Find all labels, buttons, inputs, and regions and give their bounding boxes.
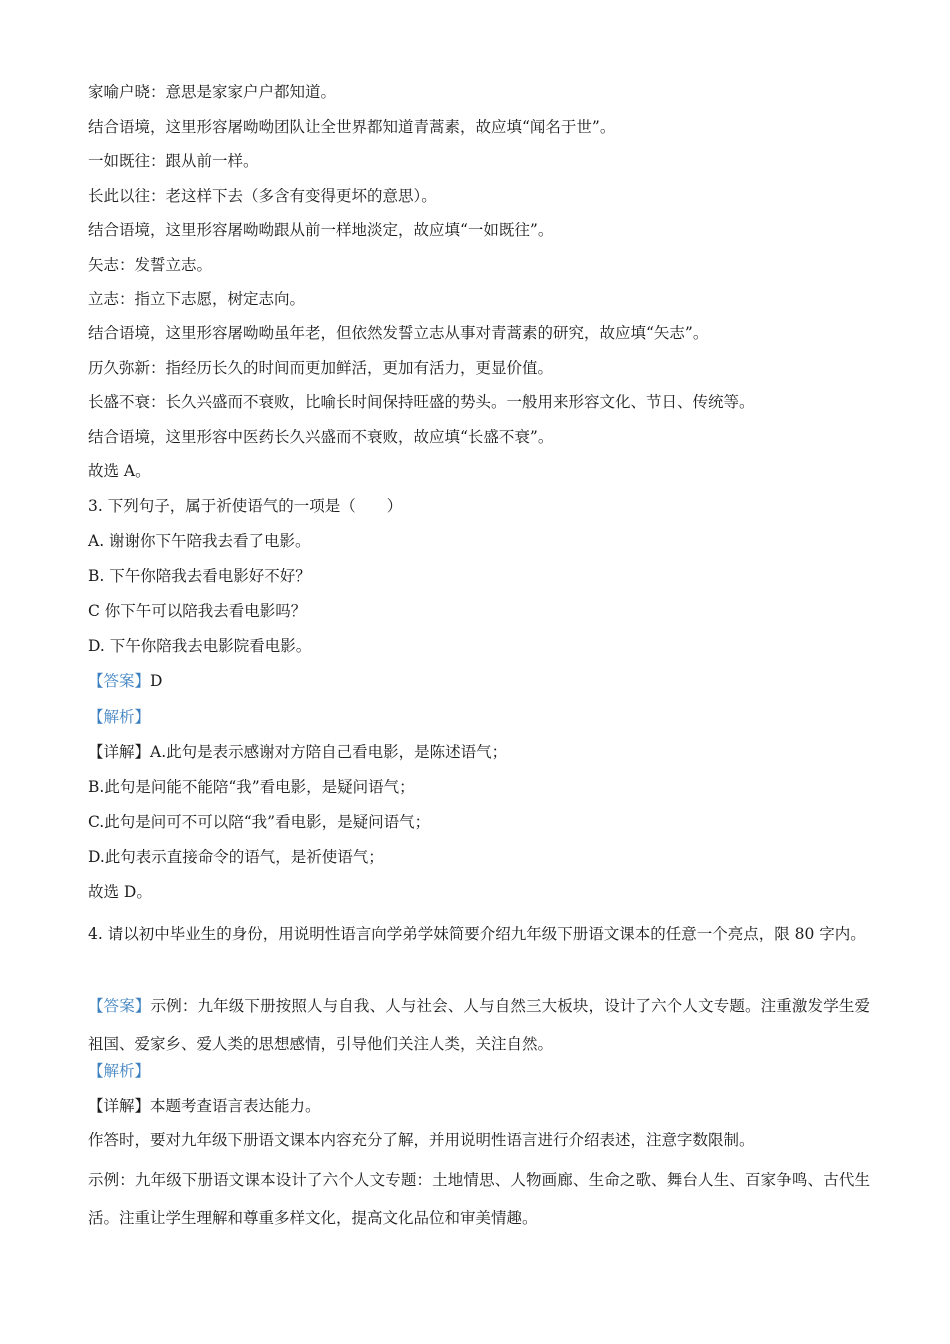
option-c: C 你下午可以陪我去看电影吗？ (88, 602, 307, 620)
text-line: 家喻户晓：意思是家家户户都知道。 (88, 83, 337, 101)
answer-tag: 【答案】 (88, 997, 151, 1015)
option-d: D. 下午你陪我去电影院看电影。 (88, 637, 312, 655)
detail-line (88, 1095, 870, 1117)
detail-line: B.此句是问能不能陪“我”看电影，是疑问语气； (88, 778, 415, 796)
answer-value: D (150, 672, 163, 690)
text-line: 矢志：发誓立志。 (88, 256, 213, 274)
text-line: 长盛不衰：长久兴盛而不衰败，比喻长时间保持旺盛的势头。一般用来形容文化、节日、传统等。 (88, 393, 755, 411)
text-line: 结合语境，这里形容屠呦呦团队让全世界都知道青蒿素，故应填“闻名于世”。 (88, 118, 616, 136)
text-line: 历久弥新：指经历长久的时间而更加鲜活，更加有活力，更显价值。 (88, 359, 554, 377)
question-3: 3. 下列句子，属于祈使语气的一项是（ ） (88, 497, 403, 515)
detail-line: C.此句是问可不可以陪“我”看电影，是疑问语气； (88, 813, 431, 831)
text-line: 结合语境，这里形容屠呦呦跟从前一样地淡定，故应填“一如既往”。 (88, 221, 554, 239)
answer-paragraph (88, 987, 870, 1063)
text-line: 结合语境，这里形容中医药长久兴盛而不衰败，故应填“长盛不衰”。 (88, 428, 554, 446)
text-line: 一如既往：跟从前一样。 (88, 152, 259, 170)
detail-text: 本题考查语言表达能力。 (150, 1097, 321, 1115)
question-4: 4. 请以初中毕业生的身份，用说明性语言向学弟学妹简要介绍九年级下册语文课本的任意一个亮点，限 80 字内。 (88, 925, 866, 943)
detail-line: D.此句表示直接命令的语气，是祈使语气； (88, 848, 384, 866)
text-line: 结合语境，这里形容屠呦呦虽年老，但依然发誓立志从事对青蒿素的研究，故应填“矢志”。 (88, 324, 709, 342)
answer-tag: 【答案】 (88, 672, 151, 690)
detail-text: A.此句是表示感谢对方陪自己看电影，是陈述语气； (150, 743, 508, 761)
analysis-tag: 【解析】 (88, 708, 151, 726)
option-a: A. 谢谢你下午陪我去看了电影。 (88, 532, 311, 550)
text-line: 立志：指立下志愿，树定志向。 (88, 290, 306, 308)
detail-line: 故选 D。 (88, 883, 152, 901)
detail-line: 作答时，要对九年级下册语文课本内容充分了解，并用说明性语言进行介绍表述，注意字数限制。 (88, 1131, 755, 1149)
detail-tag: 【详解】 (88, 1097, 151, 1115)
option-b: B. 下午你陪我去看电影好不好？ (88, 567, 311, 585)
text-line: 长此以往：老这样下去（多含有变得更坏的意思）。 (88, 187, 437, 205)
detail-line (88, 741, 870, 763)
detail-tag: 【详解】 (88, 743, 151, 761)
example-paragraph: 示例：九年级下册语文课本设计了六个人文专题：土地情思、人物画廊、生命之歌、舞台人生、百家争鸣、古代生活。注重让学生理解和尊重多样文化，提高文化品位和审美情趣。 (88, 1171, 870, 1227)
answer-line (88, 670, 870, 692)
text-line: 故选 A。 (88, 462, 151, 480)
analysis-tag: 【解析】 (88, 1062, 151, 1080)
answer-text: 示例：九年级下册按照人与自我、人与社会、人与自然三大板块，设计了六个人文专题。注重激发学生爱祖国、爱家乡、爱人类的思想感情，引导他们关注人类，关注自然。 (88, 997, 870, 1053)
